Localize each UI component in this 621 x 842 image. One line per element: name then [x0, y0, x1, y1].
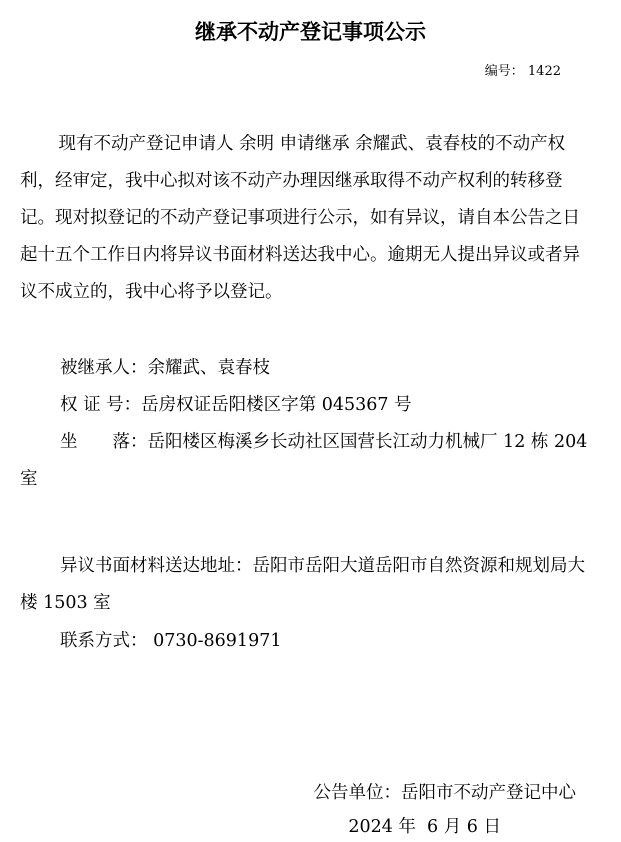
- document-number-value: 1422: [527, 64, 561, 79]
- contact-line: [20, 623, 621, 660]
- objection-address-label: 异议书面材料送达地址：: [60, 556, 253, 576]
- issuer-label: 公告单位：: [313, 783, 401, 803]
- heir-value: 余耀武、袁春枝: [147, 358, 270, 378]
- contact-phone: 0730-8691971: [153, 631, 282, 651]
- location-value: 岳阳楼区梅溪乡长动社区国营长江动力机械厂 12 栋 204 室: [20, 432, 588, 489]
- notice-body-paragraph: 现有不动产登记申请人 余明 申请继承 余耀武、袁春枝的不动产权利，经审定，我中心拟对该不动产办理因继承取得不动产权利的转移登记。现对拟登记的不动产登记事项进行公示，如有异议，请自本公告之日起十五个工作日内将异议书面材料送达我中心。逾期无人提出异议或者异议不成立的，我中心将予以登记。: [20, 134, 580, 302]
- heir-line: [20, 350, 621, 387]
- document-number: [485, 62, 561, 82]
- objection-address-line: [20, 548, 592, 622]
- certificate-line: [20, 387, 621, 424]
- contact-label: 联系方式：: [60, 631, 148, 651]
- location-label: 坐 落：: [60, 432, 148, 452]
- issue-date: 2024 年 6 月 6 日: [348, 817, 501, 837]
- certificate-value: 岳房权证岳阳楼区字第 045367 号: [141, 395, 412, 415]
- certificate-label: 权 证 号：: [60, 395, 142, 415]
- document-number-label: 编号：: [484, 64, 524, 79]
- issuer-name: 岳阳市不动产登记中心: [401, 783, 576, 803]
- issuer-signature: [314, 778, 577, 808]
- notice-title: 继承不动产登记事项公示: [195, 20, 426, 44]
- heir-label: 被继承人：: [60, 358, 148, 378]
- objection-address-value: 岳阳市岳阳大道岳阳市自然资源和规划局大楼 1503 室: [20, 556, 585, 613]
- location-line: [20, 424, 592, 498]
